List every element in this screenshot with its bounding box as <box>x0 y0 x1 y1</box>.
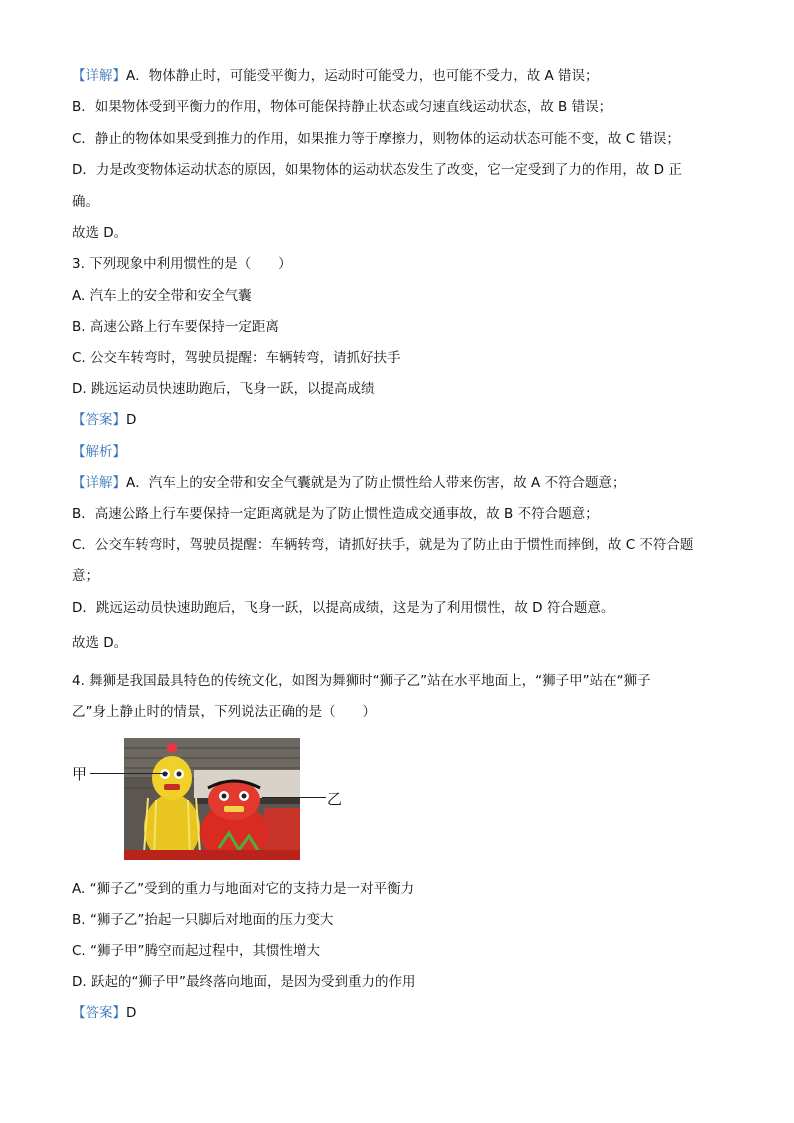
q3-detail-c1: C．公交车转弯时，驾驶员提醒：车辆转弯，请抓好扶手，就是为了防止由于惯性而摔倒，故 C 不符合题 <box>72 537 694 553</box>
q3-option-c: C. 公交车转弯时，驾驶员提醒：车辆转弯，请抓好扶手 <box>72 350 401 366</box>
q4-option-b: B. “狮子乙”抬起一只脚后对地面的压力变大 <box>72 912 334 928</box>
lion-dance-photo <box>124 738 300 860</box>
q4-option-a: A. “狮子乙”受到的重力与地面对它的支持力是一对平衡力 <box>72 881 415 897</box>
detail-line-d1: D．力是改变物体运动状态的原因，如果物体的运动状态发生了改变，它一定受到了力的作用，故 D 正 <box>72 162 682 178</box>
detail-line-c: C．静止的物体如果受到推力的作用，如果推力等于摩擦力，则物体的运动状态可能不变，故 C 错误； <box>72 131 680 147</box>
label-yi: 乙 <box>327 790 343 808</box>
q4-stem-line1: 4. 舞狮是我国最具特色的传统文化，如图为舞狮时“狮子乙”站在水平地面上，“狮子甲”站在“狮子 <box>72 673 651 689</box>
answer-tag: 【答案】 <box>72 412 126 428</box>
q3-analysis-tag <box>72 443 126 461</box>
detail-text: A．物体静止时，可能受平衡力，运动时可能受力，也可能不受力，故 A 错误； <box>126 68 599 84</box>
label-yi-leader-line <box>262 797 326 798</box>
q3-conclusion: 故选 D。 <box>72 635 128 651</box>
q3-detail-c2: 意； <box>72 568 99 584</box>
conclusion: 故选 D。 <box>72 225 128 241</box>
q3-option-b: B. 高速公路上行车要保持一定距离 <box>72 319 279 335</box>
q3-option-a: A. 汽车上的安全带和安全气囊 <box>72 288 252 304</box>
q3-detail-d: D．跳远运动员快速助跑后，飞身一跃，以提高成绩，这是为了利用惯性，故 D 符合题意。 <box>72 600 615 616</box>
q3-stem: 3. 下列现象中利用惯性的是（ ） <box>72 256 292 272</box>
q3-detail-a <box>72 474 626 492</box>
q3-detail-b: B．高速公路上行车要保持一定距离就是为了防止惯性造成交通事故，故 B 不符合题意； <box>72 506 599 522</box>
analysis-tag: 【解析】 <box>72 444 126 460</box>
q3-answer <box>72 411 136 429</box>
detail-tag: 【详解】 <box>72 475 126 491</box>
detail-text: A．汽车上的安全带和安全气囊就是为了防止惯性给人带来伤害，故 A 不符合题意； <box>126 475 626 491</box>
answer-value: D <box>126 412 137 428</box>
q4-option-d: D. 跃起的“狮子甲”最终落向地面，是因为受到重力的作用 <box>72 974 416 990</box>
detail-line-a <box>72 67 599 85</box>
q4-stem-line2: 乙”身上静止时的情景，下列说法正确的是（ ） <box>72 704 376 720</box>
q4-option-c: C. “狮子甲”腾空而起过程中，其惯性增大 <box>72 943 320 959</box>
answer-tag: 【答案】 <box>72 1005 126 1021</box>
answer-value: D <box>126 1005 137 1021</box>
detail-tag: 【详解】 <box>72 68 126 84</box>
label-jia-leader-line <box>90 773 168 774</box>
detail-line-b: B．如果物体受到平衡力的作用，物体可能保持静止状态或匀速直线运动状态，故 B 错误； <box>72 99 613 115</box>
q4-answer <box>72 1004 136 1022</box>
label-jia: 甲 <box>72 765 88 783</box>
q3-option-d: D. 跳远运动员快速助跑后，飞身一跃，以提高成绩 <box>72 381 375 397</box>
detail-line-d2: 确。 <box>72 194 99 210</box>
